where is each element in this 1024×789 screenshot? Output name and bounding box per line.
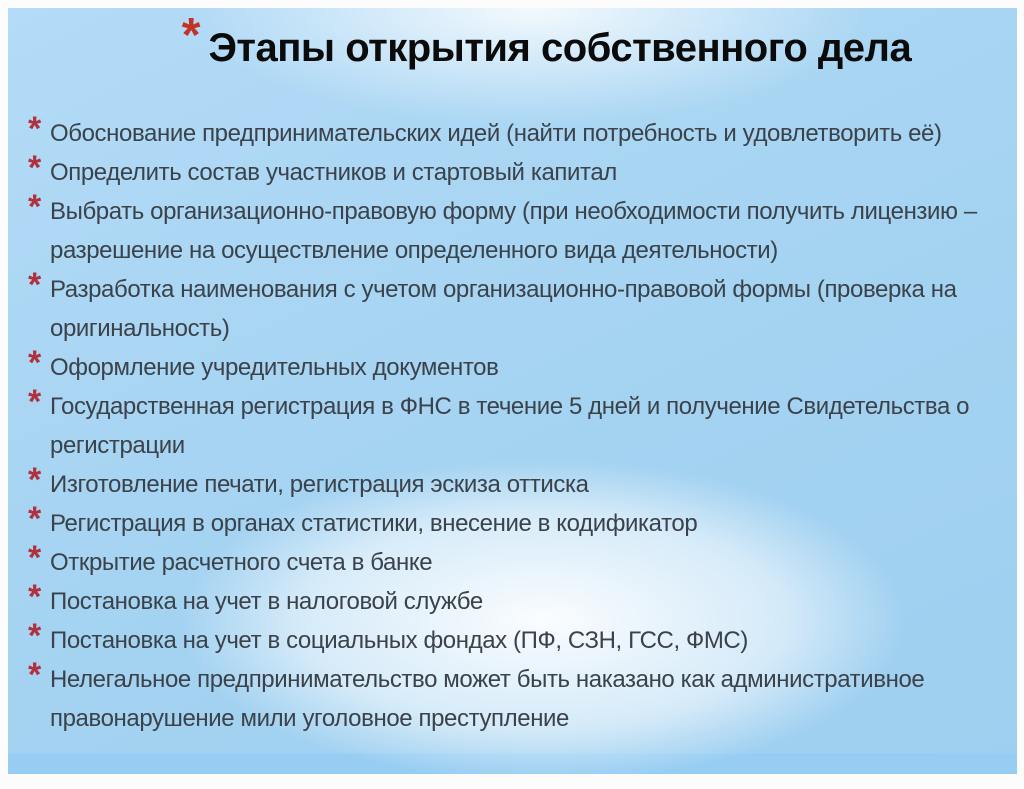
list-item xyxy=(28,617,1007,660)
bullet-asterisk-icon: * xyxy=(28,578,42,616)
bullet-asterisk-icon: * xyxy=(28,656,42,694)
bullet-text: Постановка на учет в налоговой службе xyxy=(50,588,483,615)
bullet-asterisk-icon: * xyxy=(28,539,42,577)
list-item xyxy=(28,656,1007,738)
list-item xyxy=(28,383,1007,465)
title-asterisk-icon: * xyxy=(181,9,201,62)
bullet-asterisk-icon: * xyxy=(28,266,42,304)
page-title: Этапы открытия собственного дела xyxy=(208,26,912,70)
list-item xyxy=(28,188,1007,270)
slide xyxy=(8,8,1017,774)
bullet-asterisk-icon: * xyxy=(28,617,42,655)
bullet-list xyxy=(8,110,1017,738)
list-item xyxy=(28,110,1007,153)
list-item xyxy=(28,578,1007,621)
bullet-text: Открытие расчетного счета в банке xyxy=(50,549,433,576)
bullet-text: Разработка наименования с учетом организационно-правовой формы (проверка на оригинальность) xyxy=(50,276,957,342)
list-item xyxy=(28,539,1007,582)
slide-title-row xyxy=(42,9,1024,74)
bullet-text: Оформление учредительных документов xyxy=(50,354,499,381)
bullet-text: Выбрать организационно-правовую форму (при необходимости получить лицензию – разрешение на осуществление определенного вида деятельности) xyxy=(50,198,977,264)
bullet-text: Обоснование предпринимательских идей (найти потребность и удовлетворить её) xyxy=(50,120,942,147)
bullet-text: Постановка на учет в социальных фондах (ПФ, СЗН, ГСС, ФМС) xyxy=(50,627,748,654)
list-item xyxy=(28,149,1007,192)
list-item xyxy=(28,461,1007,504)
bullet-asterisk-icon: * xyxy=(28,149,42,187)
list-item xyxy=(28,344,1007,387)
list-item xyxy=(28,500,1007,543)
bullet-text: Изготовление печати, регистрация эскиза оттиска xyxy=(50,471,589,498)
bullet-asterisk-icon: * xyxy=(28,383,42,421)
bullet-asterisk-icon: * xyxy=(28,344,42,382)
list-item xyxy=(28,266,1007,348)
bullet-text: Определить состав участников и стартовый капитал xyxy=(50,159,617,186)
bullet-text: Нелегальное предпринимательство может быть наказано как административное правонарушение мили уголовное преступление xyxy=(50,666,925,732)
bullet-text: Регистрация в органах статистики, внесение в кодификатор xyxy=(50,510,698,537)
bullet-asterisk-icon: * xyxy=(28,500,42,538)
bullet-text: Государственная регистрация в ФНС в течение 5 дней и получение Свидетельства о регистрации xyxy=(50,393,970,459)
bullet-asterisk-icon: * xyxy=(28,188,42,226)
bullet-asterisk-icon: * xyxy=(28,110,42,148)
bullet-asterisk-icon: * xyxy=(28,461,42,499)
